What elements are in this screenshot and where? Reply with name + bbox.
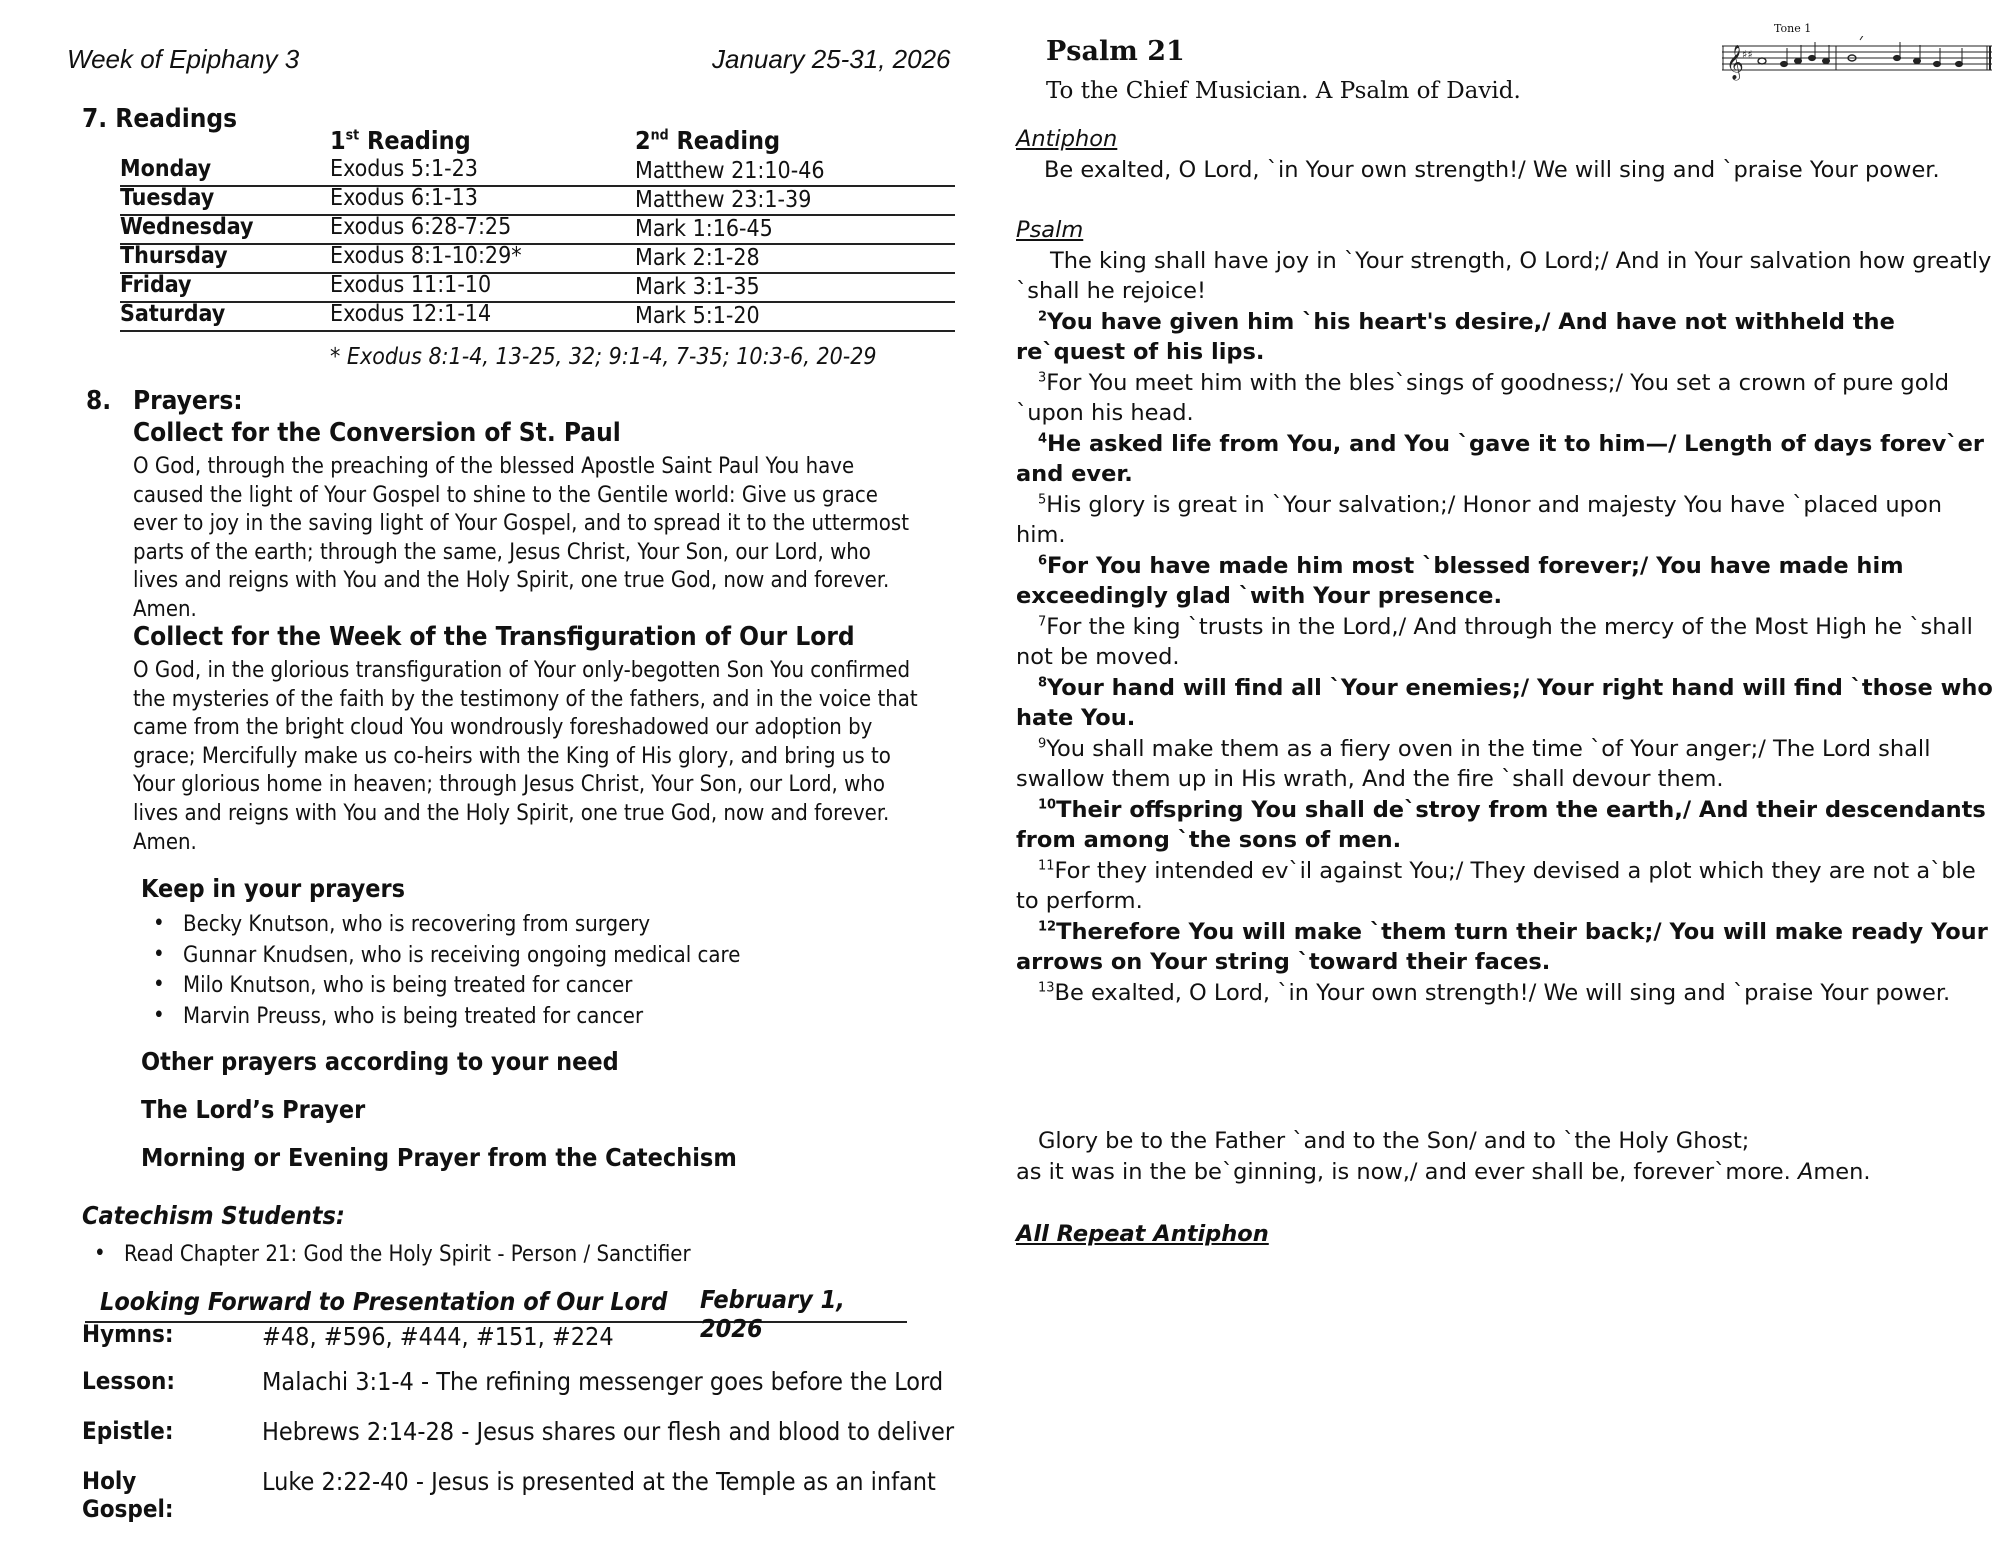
looking-forward-date: February 1, 2026 [700,1285,845,1343]
date-header: January 25-31, 2026 [712,44,951,74]
reading-row: Wednesday Exodus 6:28-7:25 Mark 1:16-45 [120,214,955,245]
week-header: Week of Epiphany 3 [67,44,300,74]
list-item: • Gunnar Knudsen, who is receiving ongoing medical care [141,941,921,972]
collect2-title: Collect for the Week of the Transfiguration of Our Lord [133,622,855,652]
psalm-verse: $^5$His glory is great in `Your salvation;/ Honor and majesty You have `placed upon him. [1016,491,1942,548]
psalm-verse: $^6$For You have made him most `blessed forever;/ You have made him exceedingly glad `with Your presence. [1016,552,1904,609]
psalm-title: Psalm 21 [1046,36,1185,67]
other-prayers: Other prayers according to your need [141,1047,619,1076]
readings-title: 7. Readings [82,104,238,134]
second-reading-header: 2nd Reading [635,126,781,155]
keep-in-prayers-title: Keep in your prayers [141,874,406,903]
looking-forward-title: Looking Forward to Presentation of Our Lord [100,1287,668,1316]
list-item: • Marvin Preuss, who is being treated for cancer [141,1002,921,1033]
prayers-title: Prayers: [133,386,243,416]
psalm-verse: $^{13}$Be exalted, O Lord, `in Your own strength!/ We will sing and `praise Your power. [1038,979,1951,1006]
psalm-subtitle: To the Chief Musician. A Psalm of David. [1046,78,1521,104]
reading-row: Friday Exodus 11:1-10 Mark 3:1-35 [120,272,955,303]
keep-in-prayers-list [141,910,921,1032]
list-item: • Becky Knutson, who is recovering from surgery [141,910,921,941]
right-page [1010,0,2000,1545]
antiphon-label: Antiphon [1016,126,1118,152]
gloria-patri: Glory be to the Father `and to the Son/ and to `the Holy Ghost; as it was in the be`ginning, is now,/ and ever shall be, forever`more. Amen. [1016,1128,1871,1185]
left-page: Week of Epiphany 3 January 25-31, 2026 7. Readings 1st Reading 2nd Reading Monday Exodus 5:1-23 Matthew 21:10-46 Tuesday Exodus 6:1-13 Matthew 23:1-39 Wednesday Exodus 6:28-7:25 Mark 1:16-45 Thursday Exodus 8:1-10:29* Mark 2:1-28 Friday Exodus 11:1-10 Mark 3:1-35 Saturday Exodus 12:1-14 Mark 5:1-20 * Exodus 8:1-4, 13-25, 32; 9:1-4, 7-35; 10:3-6, 20-29 8. Prayers: Collect for the Conversion of St. Paul O God, through the preaching of the blessed Apostle Saint Paul You have caused the light of Your Gospel to shine to the Gentile world: Give us grace ever to joy in the saving light of Your Gospel, and to spread it to the uttermost parts of the earth; through the same, Jesus Christ, Your Son, our Lord, who lives and reigns with You and the Holy Spirit, one true God, now and forever. Amen. Collect for the Week of the Transfiguration of Our Lord O God, in the glorious transfiguration of Your only-begotten Son You confirmed the mysteries of the faith by the testimony of the fathers, and in the voice that came from the bright cloud You wondrously foreshadowed our adoption by grace; Mercifully make us co-heirs with the King of His glory, and bring us to Your glorious home in heaven; through Jesus Christ, Your Son, our Lord, who lives and reigns with You and the Holy Spirit, one true God, now and forever. Amen. Keep in your prayers • Becky Knutson, who is recovering from surgery • Gunnar Knudsen, who is receiving ongoing medical care • Milo Knutson, who is being treated for cancer • Marvin Preuss, who is being treated for cancer Other prayers according to your need The Lord’s Prayer Morning or Evening Prayer from the Catechism Catechism Students: • Read Chapter 21: God the Holy Spirit - Person / Sanctifier Looking Forward to Presentation of Our Lord February 1, 2026 Hymns: #48, #596, #444, #151, #224 Lesson: Malachi 3:1-4 - The refining messenger goes before the Lord Epistle: Hebrews 2:14-28 - Jesus shares our flesh and blood to deliver Holy Gospel: Luke 2:22-40 - Jesus is presented at the Temple as an infant [0,0,990,1545]
psalm-verse: $^8$Your hand will find all `Your enemies;/ Your right hand will find `those who hate You. [1016,674,1993,731]
morning-evening-prayer: Morning or Evening Prayer from the Catechism [141,1143,737,1172]
list-item: • Read Chapter 21: God the Holy Spirit - Person / Sanctifier [82,1240,942,1271]
svg-text:𝄞: 𝄞 [1726,45,1744,80]
first-reading-header: 1st Reading [330,126,471,155]
psalm-verse: $^{10}$Their offspring You shall de`stroy from the earth,/ And their descendants from among `the sons of men. [1016,796,1986,853]
psalm-verse: $^{11}$For they intended ev`il against You;/ They devised a plot which they are not a`ble to perform. [1016,857,1976,914]
collect1-title: Collect for the Conversion of St. Paul [133,418,621,448]
psalm-body [1016,124,1996,1008]
antiphon-text: Be exalted, O Lord, `in Your own strength!/ We will sing and `praise Your power. [1044,156,1940,183]
readings-footnote: * Exodus 8:1-4, 13-25, 32; 9:1-4, 7-35; 10:3-6, 20-29 [330,344,877,370]
collect1-text: O God, through the preaching of the blessed Apostle Saint Paul You have caused the light of Your Gospel to shine to the Gentile world: Give us grace ever to joy in the saving light of Your Gospel, and to spread it to the uttermost parts of the earth; through the same, Jesus Christ, Your Son, our Lord, who lives and reigns with You and the Holy Spirit, one true God, now and forever. Amen. [133,454,909,622]
catechism-list [82,1240,942,1271]
reading-row: Monday Exodus 5:1-23 Matthew 21:10-46 [120,156,955,187]
list-item: • Milo Knutson, who is being treated for cancer [141,971,921,1002]
catechism-title: Catechism Students: [82,1201,345,1230]
all-repeat-antiphon: All Repeat Antiphon [1016,1221,1269,1247]
looking-forward-header [85,1285,907,1343]
psalm-verse: $^2$You have given him `his heart's desire,/ And have not withheld the re`quest of his lips. [1016,308,1895,365]
collect2-text: O God, in the glorious transfiguration of Your only-begotten Son You confirmed the mysteries of the faith by the testimony of the fathers, and in the voice that came from the bright cloud You wondrously foreshadowed our adoption by grace; Mercifully make us co-heirs with the King of His glory, and bring us to Your glorious home in heaven; through Jesus Christ, Your Son, our Lord, who lives and reigns with You and the Holy Spirit, one true God, now and forever. Amen. [133,658,918,855]
psalm-verse: $^{12}$Therefore You will make `them turn their back;/ You will make ready Your arrows on Your string `toward their faces. [1016,918,1988,975]
svg-text:♯♯: ♯♯ [1742,48,1753,61]
lords-prayer: The Lord’s Prayer [141,1095,366,1124]
spacer [1016,185,1996,215]
psalm-verse: $^9$You shall make them as a fiery oven in the time `of Your anger;/ The Lord shall swallow them up in His wrath, And the fire `shall devour them. [1016,735,1931,792]
reading-row: Thursday Exodus 8:1-10:29* Mark 2:1-28 [120,243,955,274]
reading-row: Tuesday Exodus 6:1-13 Matthew 23:1-39 [120,185,955,216]
music-staff-icon [1722,36,1992,84]
prayers-number: 8. [86,386,112,416]
reading-row: Saturday Exodus 12:1-14 Mark 5:1-20 [120,301,955,332]
tone-staff [1722,22,1992,84]
psalm-verse: $^4$He asked life from You, and You `gave it to him—/ Length of days forev`er and ever. [1016,430,1984,487]
psalm-verse: $^7$For the king `trusts in the Lord,/ And through the mercy of the Most High he `shall not be moved. [1016,613,1973,670]
psalm-verse: $^3$For You meet him with the bles`sings of goodness;/ You set a crown of pure gold `upon his head. [1016,369,1950,426]
tone-label: Tone 1 [1774,22,1812,35]
psalm-label: Psalm [1016,217,1084,243]
psalm-verse: The king shall have joy in `Your strength, O Lord;/ And in Your salvation how greatly `shall he rejoice! [1016,247,1992,304]
